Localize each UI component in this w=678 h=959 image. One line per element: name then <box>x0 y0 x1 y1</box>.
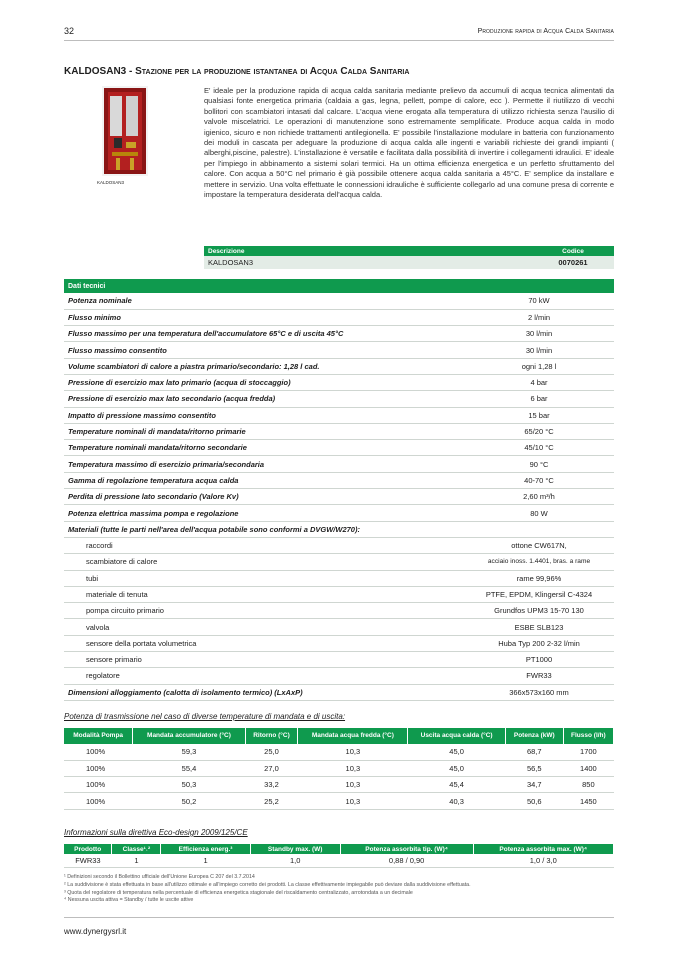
header-divider <box>64 40 614 41</box>
footnote: ³ Quota del regolatore di temperatura nella percentuale di efficienza energetica stagionale del riscaldamento centralizzato, arrotondata a un decimale <box>64 889 413 896</box>
tech-value: 80 W <box>464 505 614 521</box>
perf-cell: 850 <box>563 777 613 793</box>
performance-table <box>64 728 614 810</box>
tech-label: Gamma di regolazione temperatura acqua calda <box>64 472 464 488</box>
tech-label: Flusso minimo <box>64 309 464 325</box>
material-value: PTFE, EPDM, Klingersil C-4324 <box>464 586 614 602</box>
eco-header: Prodotto <box>64 844 112 854</box>
perf-cell: 50,2 <box>133 793 245 809</box>
perf-header: Mandata accumulatore (°C) <box>133 728 245 744</box>
table-row <box>64 760 614 776</box>
material-value: acciaio inoss. 1.4401, bras. a rame <box>464 554 614 570</box>
material-value: Grundfos UPM3 15-70 130 <box>464 603 614 619</box>
section-title <box>64 66 409 77</box>
footer-website: www.dynergysrl.it <box>64 927 127 936</box>
perf-header: Ritorno (°C) <box>245 728 298 744</box>
material-label: sensore della portata volumetrica <box>64 635 464 651</box>
perf-cell: 1400 <box>563 760 613 776</box>
eco-header: Potenza assorbita tip. (W)⁴ <box>340 844 473 854</box>
footer-divider <box>64 917 614 918</box>
table-row <box>64 635 614 651</box>
materials-heading: Materiali (tutte le parti nell'area dell'acqua potabile sono conformi a DVGW/W270): <box>64 521 614 537</box>
eco-header: Standby max. (W) <box>250 844 340 854</box>
tech-data-table <box>64 279 614 701</box>
table-row <box>64 619 614 635</box>
perf-cell: 100% <box>64 744 133 760</box>
perf-cell: 25,0 <box>245 744 298 760</box>
table-row <box>64 293 614 309</box>
perf-cell: 45,0 <box>408 760 505 776</box>
material-label: sensore primario <box>64 652 464 668</box>
eco-cell: 1 <box>161 854 250 867</box>
product-photo <box>102 86 148 176</box>
code-table <box>204 246 614 269</box>
material-label: regolatore <box>64 668 464 684</box>
tech-label: Temperature nominali mandata/ritorno secondarie <box>64 440 464 456</box>
perf-cell: 10,3 <box>298 777 408 793</box>
perf-header: Modalità Pompa <box>64 728 133 744</box>
eco-cell: 1,0 <box>250 854 340 867</box>
perf-cell: 10,3 <box>298 744 408 760</box>
tech-label: Potenza elettrica massima pompa e regolazione <box>64 505 464 521</box>
eco-header: Potenza assorbita max. (W)⁴ <box>473 844 613 854</box>
table-row <box>64 358 614 374</box>
table-row <box>64 374 614 390</box>
product-subtitle: Stazione per la produzione istantanea di Acqua Calda Sanitaria <box>135 66 410 77</box>
eco-header: Classe¹˒² <box>112 844 161 854</box>
table-row <box>64 684 614 700</box>
ecodesign-table <box>64 844 614 868</box>
tech-label: Potenza nominale <box>64 293 464 309</box>
tech-value: 4 bar <box>464 374 614 390</box>
footnote: ⁴ Nessuna uscita attiva = Standby / tutte le uscite attive <box>64 897 194 904</box>
perf-header: Uscita acqua calda (°C) <box>408 728 505 744</box>
perf-cell: 34,7 <box>505 777 563 793</box>
table-row <box>64 537 614 553</box>
perf-cell: 56,5 <box>505 760 563 776</box>
page-number: 32 <box>64 26 75 36</box>
product-description: E' ideale per la produzione rapida di acqua calda sanitaria mediante prelievo da accumuli di acqua tecnica alimentati da qualsiasi fonte energetica primaria (caldaia a gas, legna, pellett, pompe di calore, ecc ). Permette il riutilizzo di vecchi bollitori con scambiatori intasati dal calcare. L'acqua viene erogata alla temperatura di utilizzo richiesta senza l'ausilio di valvole miscelatrici. Le operazioni di manutenzione sono estremamente semplificate. Produce acqua calda in modo igienico, sicuro e non richiede trattamenti antilegionella. E' possibile l'installazione modulare in batteria con funzionamento dei moduli in cascata per adeguare la produzione di acqua calda alle ingenti e variabili richieste dei grandi impianti ( alberghi,piscine, palestre). L'installazione è versatile e facilitata dalla possibilità di invertire i collegamenti idraulici. E' ideale per l'impiego in abbinamento a sistemi solari termici. Ha un ottima efficienza energetica e un perfetto sfruttamento del calore. Con acqua a 50°C nel primario è già possibile ottenere acqua calda sanitaria a 45°C. E' semplice da installare e mettere in servizio. Una volta effettuate le connessioni idrauliche è sufficiente collegarlo ad una comune presa di corrente e impostare la temperatura desiderata dell'acqua calda. <box>204 86 614 200</box>
material-label: tubi <box>64 570 464 586</box>
perf-cell: 27,0 <box>245 760 298 776</box>
tech-value: 65/20 °C <box>464 423 614 439</box>
table-row <box>64 309 614 325</box>
tech-value: 90 °C <box>464 456 614 472</box>
running-header: Produzione rapida di Acqua Calda Sanitaria <box>477 28 614 35</box>
eco-cell: 0,88 / 0,90 <box>340 854 473 867</box>
tech-label: Temperatura massimo di esercizio primaria/secondaria <box>64 456 464 472</box>
table-row <box>64 342 614 358</box>
code-value: 0070261 <box>532 256 614 269</box>
table-row <box>64 505 614 521</box>
perf-cell: 50,3 <box>133 777 245 793</box>
tech-value: 30 l/min <box>464 326 614 342</box>
table-row <box>64 326 614 342</box>
material-label: raccordi <box>64 537 464 553</box>
code-header-code: Codice <box>532 246 614 256</box>
material-value: Huba Typ 200 2-32 l/min <box>464 635 614 651</box>
table-row <box>64 777 614 793</box>
perf-cell: 59,3 <box>133 744 245 760</box>
tech-label: Pressione di esercizio max lato primario (acqua di stoccaggio) <box>64 374 464 390</box>
dimensions-label: Dimensioni alloggiamento (calotta di isolamento termico) (LxAxP) <box>64 684 464 700</box>
tech-value: 2,60 m³/h <box>464 489 614 505</box>
perf-cell: 10,3 <box>298 793 408 809</box>
material-value: rame 99,96% <box>464 570 614 586</box>
perf-cell: 100% <box>64 760 133 776</box>
tech-label: Perdita di pressione lato secondario (Valore Kv) <box>64 489 464 505</box>
code-description: KALDOSAN3 <box>204 256 532 269</box>
performance-title: Potenza di trasmissione nel caso di diverse temperature di mandata e di uscita: <box>64 712 346 721</box>
perf-cell: 10,3 <box>298 760 408 776</box>
tech-value: 2 l/min <box>464 309 614 325</box>
photo-caption: KALDOSAN3 <box>97 180 125 185</box>
table-row <box>64 744 614 760</box>
tech-value: 45/10 °C <box>464 440 614 456</box>
tech-label: Flusso massimo per una temperatura dell'accumulatore 65°C e di uscita 45°C <box>64 326 464 342</box>
perf-cell: 1450 <box>563 793 613 809</box>
perf-header: Flusso (l/h) <box>563 728 613 744</box>
tech-label: Impatto di pressione massimo consentito <box>64 407 464 423</box>
table-row <box>64 521 614 537</box>
table-row <box>64 472 614 488</box>
footnote: ¹ Definizioni secondo il Bollettino ufficiale dell'Unione Europea C 207 del 3.7.2014 <box>64 874 255 880</box>
material-value: ESBE SLB123 <box>464 619 614 635</box>
material-label: scambiatore di calore <box>64 554 464 570</box>
perf-cell: 100% <box>64 777 133 793</box>
table-row <box>64 652 614 668</box>
table-row <box>64 489 614 505</box>
table-row <box>64 407 614 423</box>
tech-label: Pressione di esercizio max lato secondario (acqua fredda) <box>64 391 464 407</box>
perf-cell: 68,7 <box>505 744 563 760</box>
perf-cell: 45,4 <box>408 777 505 793</box>
material-label: pompa circuito primario <box>64 603 464 619</box>
table-row <box>64 668 614 684</box>
eco-header: Efficienza energ.³ <box>161 844 250 854</box>
tech-value: 6 bar <box>464 391 614 407</box>
tech-value: 40-70 °C <box>464 472 614 488</box>
ecodesign-title: Informazioni sulla direttiva Eco-design 2009/125/CE <box>64 828 248 837</box>
perf-cell: 45,0 <box>408 744 505 760</box>
table-row <box>64 603 614 619</box>
tech-data-header: Dati tecnici <box>64 279 614 293</box>
perf-cell: 1700 <box>563 744 613 760</box>
tech-value: 15 bar <box>464 407 614 423</box>
table-row <box>64 586 614 602</box>
table-row <box>64 456 614 472</box>
footnote: ² La suddivisione è stata effettuata in base all'utilizzo ottimale e all'impiego corretto dei prodotti. La classe effettivamente impiegabile può deviare dalla suddivisione effettuata. <box>64 881 471 888</box>
table-row <box>64 793 614 809</box>
tech-value: ogni 1,28 l <box>464 358 614 374</box>
tech-value: 70 kW <box>464 293 614 309</box>
dimensions-value: 366x573x160 mm <box>464 684 614 700</box>
perf-cell: 40,3 <box>408 793 505 809</box>
table-row <box>64 554 614 570</box>
material-value: ottone CW617N, <box>464 537 614 553</box>
material-label: materiale di tenuta <box>64 586 464 602</box>
footnotes <box>64 874 614 905</box>
material-value: PT1000 <box>464 652 614 668</box>
perf-cell: 100% <box>64 793 133 809</box>
table-row <box>204 256 614 269</box>
material-value: FWR33 <box>464 668 614 684</box>
table-row <box>64 391 614 407</box>
table-row <box>64 854 614 867</box>
perf-cell: 50,6 <box>505 793 563 809</box>
perf-header: Mandata acqua fredda (°C) <box>298 728 408 744</box>
perf-cell: 55,4 <box>133 760 245 776</box>
product-name: KALDOSAN3 - <box>64 66 136 77</box>
eco-cell: FWR33 <box>64 854 112 867</box>
perf-cell: 33,2 <box>245 777 298 793</box>
tech-value: 30 l/min <box>464 342 614 358</box>
tech-label: Flusso massimo consentito <box>64 342 464 358</box>
tech-label: Temperature nominali di mandata/ritorno primarie <box>64 423 464 439</box>
table-row <box>64 423 614 439</box>
perf-header: Potenza (kW) <box>505 728 563 744</box>
table-row <box>64 570 614 586</box>
perf-cell: 25,2 <box>245 793 298 809</box>
tech-label: Volume scambiatori di calore a piastra primario/secondario: 1,28 l cad. <box>64 358 464 374</box>
eco-cell: 1,0 / 3,0 <box>473 854 613 867</box>
table-row <box>64 440 614 456</box>
material-label: valvola <box>64 619 464 635</box>
eco-cell: 1 <box>112 854 161 867</box>
code-header-description: Descrizione <box>204 246 532 256</box>
